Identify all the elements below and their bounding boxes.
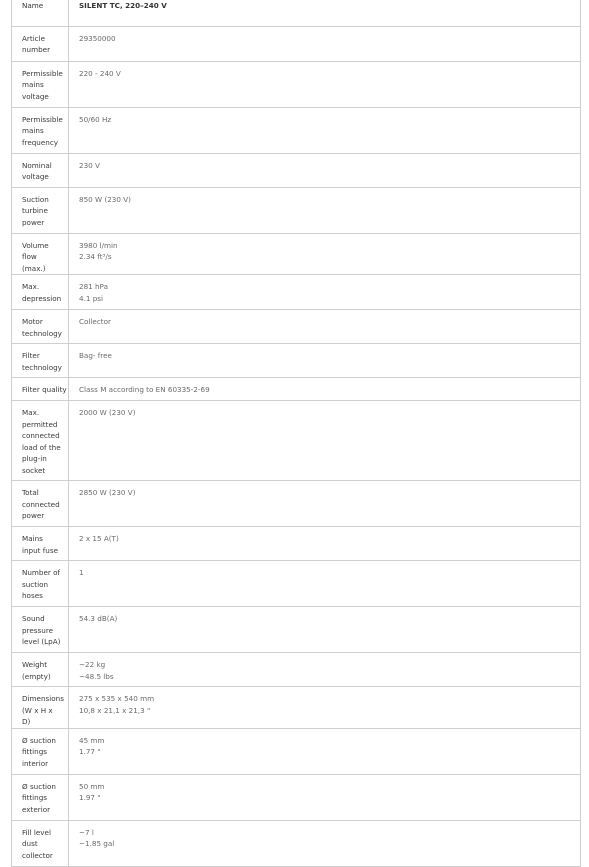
row-label-text: Weight (empty) bbox=[22, 660, 51, 681]
row-label-text: Sound pressure level (LpA) bbox=[22, 614, 61, 646]
row-value bbox=[69, 527, 581, 561]
table-row bbox=[12, 0, 581, 26]
row-label-text: Ø suction fittings exterior bbox=[22, 781, 56, 814]
row-label-text: Article number bbox=[22, 33, 51, 54]
table-row bbox=[12, 61, 581, 107]
row-value bbox=[69, 275, 581, 310]
row-value-line: Bag- free bbox=[79, 351, 112, 360]
row-label-text: Fill level dust collector bbox=[22, 827, 53, 860]
table-row bbox=[12, 378, 581, 401]
row-label bbox=[12, 344, 69, 378]
row-value bbox=[69, 378, 581, 401]
row-value-line: 850 W (230 V) bbox=[79, 194, 131, 204]
table-row bbox=[12, 607, 581, 653]
row-value-line: 2000 W (230 V) bbox=[79, 408, 136, 417]
row-label bbox=[12, 0, 69, 26]
row-value-line: ~7 l bbox=[79, 827, 94, 837]
table-row bbox=[12, 527, 581, 561]
row-value-line: 275 x 535 x 540 mm bbox=[79, 694, 155, 703]
row-label bbox=[12, 187, 69, 233]
row-value-line: 50 mm bbox=[79, 781, 105, 791]
row-value-line: 1.97 " bbox=[79, 793, 101, 802]
row-label bbox=[12, 26, 69, 61]
table-row bbox=[12, 561, 581, 607]
table-row bbox=[12, 275, 581, 310]
row-label bbox=[12, 527, 69, 561]
row-value bbox=[69, 61, 581, 107]
row-value bbox=[69, 153, 581, 187]
row-label bbox=[12, 378, 69, 401]
row-label-text: Filter quality bbox=[22, 385, 67, 394]
row-label-text: Name bbox=[22, 1, 44, 10]
table-row bbox=[12, 481, 581, 527]
row-label bbox=[12, 275, 69, 310]
row-value bbox=[69, 187, 581, 233]
row-value-line: 2 x 15 A(T) bbox=[79, 534, 119, 543]
row-label bbox=[12, 481, 69, 527]
row-label-text: Volume flow (max.) bbox=[22, 240, 49, 273]
row-value-line: 50/60 Hz bbox=[79, 114, 112, 124]
row-value-line: 45 mm bbox=[79, 735, 105, 745]
row-label-text: Filter technology bbox=[22, 351, 62, 372]
row-label-text: Number of suction hoses bbox=[22, 568, 61, 600]
row-label-text: Max. permitted connected load of the plug-in socket bbox=[22, 408, 61, 475]
table-row bbox=[12, 187, 581, 233]
row-value-line: 2.34 ft³/s bbox=[79, 252, 112, 261]
row-value bbox=[69, 653, 581, 687]
row-value bbox=[69, 774, 581, 820]
table-row bbox=[12, 728, 581, 774]
row-label bbox=[12, 233, 69, 275]
row-label bbox=[12, 561, 69, 607]
row-label-text: Dimensions (W x H x D) bbox=[22, 694, 64, 726]
row-value-line: ~22 kg bbox=[79, 660, 106, 669]
row-label bbox=[12, 728, 69, 774]
row-label-text: Mains input fuse bbox=[22, 534, 59, 555]
table-row bbox=[12, 153, 581, 187]
row-label-text: Motor technology bbox=[22, 317, 62, 338]
row-value-line: 220 - 240 V bbox=[79, 68, 121, 78]
row-label bbox=[12, 153, 69, 187]
row-label-text: Total connected power bbox=[22, 488, 60, 520]
row-label bbox=[12, 310, 69, 344]
table-row bbox=[12, 687, 581, 729]
row-label-text: Permissible mains voltage bbox=[22, 68, 63, 101]
row-label bbox=[12, 820, 69, 866]
row-value bbox=[69, 401, 581, 481]
table-row bbox=[12, 774, 581, 820]
specification-table bbox=[11, 0, 581, 867]
row-value-line: 4.1 psi bbox=[79, 293, 104, 303]
row-label bbox=[12, 687, 69, 729]
row-label-text: Nominal voltage bbox=[22, 160, 52, 181]
row-label bbox=[12, 774, 69, 820]
row-value-line: SILENT TC, 220–240 V bbox=[79, 1, 167, 10]
row-value bbox=[69, 687, 581, 729]
row-value-line: 3980 l/min bbox=[79, 240, 118, 250]
row-value bbox=[69, 26, 581, 61]
row-label bbox=[12, 401, 69, 481]
row-value-line: Collector bbox=[79, 317, 111, 326]
row-value-line: 1.77 " bbox=[79, 747, 101, 756]
spec-table-container bbox=[11, 0, 580, 867]
table-row bbox=[12, 401, 581, 481]
row-value-line: 10,8 x 21,1 x 21,3 " bbox=[79, 705, 151, 715]
row-label bbox=[12, 61, 69, 107]
row-value bbox=[69, 0, 581, 26]
row-value-line: 230 V bbox=[79, 160, 100, 170]
row-value-line: 2850 W (230 V) bbox=[79, 488, 136, 497]
row-value-line: Class M according to EN 60335-2-69 bbox=[79, 385, 210, 394]
row-value-line: ~48.5 lbs bbox=[79, 671, 114, 681]
row-value-line: 54.3 dB(A) bbox=[79, 614, 118, 623]
row-label-text: Permissible mains frequency bbox=[22, 114, 63, 147]
row-value bbox=[69, 481, 581, 527]
row-value-line: 281 hPa bbox=[79, 282, 108, 291]
row-value bbox=[69, 728, 581, 774]
row-label bbox=[12, 653, 69, 687]
row-label bbox=[12, 607, 69, 653]
row-value bbox=[69, 107, 581, 153]
row-value bbox=[69, 310, 581, 344]
table-row bbox=[12, 310, 581, 344]
table-row bbox=[12, 653, 581, 687]
table-row bbox=[12, 233, 581, 275]
row-value bbox=[69, 820, 581, 866]
row-value-line: ~1.85 gal bbox=[79, 839, 115, 848]
table-row bbox=[12, 820, 581, 866]
row-label bbox=[12, 107, 69, 153]
row-label-text: Suction turbine power bbox=[22, 194, 49, 227]
row-value-line: 1 bbox=[79, 568, 84, 577]
row-value bbox=[69, 607, 581, 653]
row-value bbox=[69, 233, 581, 275]
row-value bbox=[69, 561, 581, 607]
table-row bbox=[12, 26, 581, 61]
row-value-line: 29350000 bbox=[79, 33, 116, 43]
table-row bbox=[12, 107, 581, 153]
table-row bbox=[12, 344, 581, 378]
row-label-text: Ø suction fittings interior bbox=[22, 735, 56, 768]
row-label-text: Max. depression bbox=[22, 282, 62, 303]
row-value bbox=[69, 344, 581, 378]
spec-table-body bbox=[12, 0, 581, 866]
